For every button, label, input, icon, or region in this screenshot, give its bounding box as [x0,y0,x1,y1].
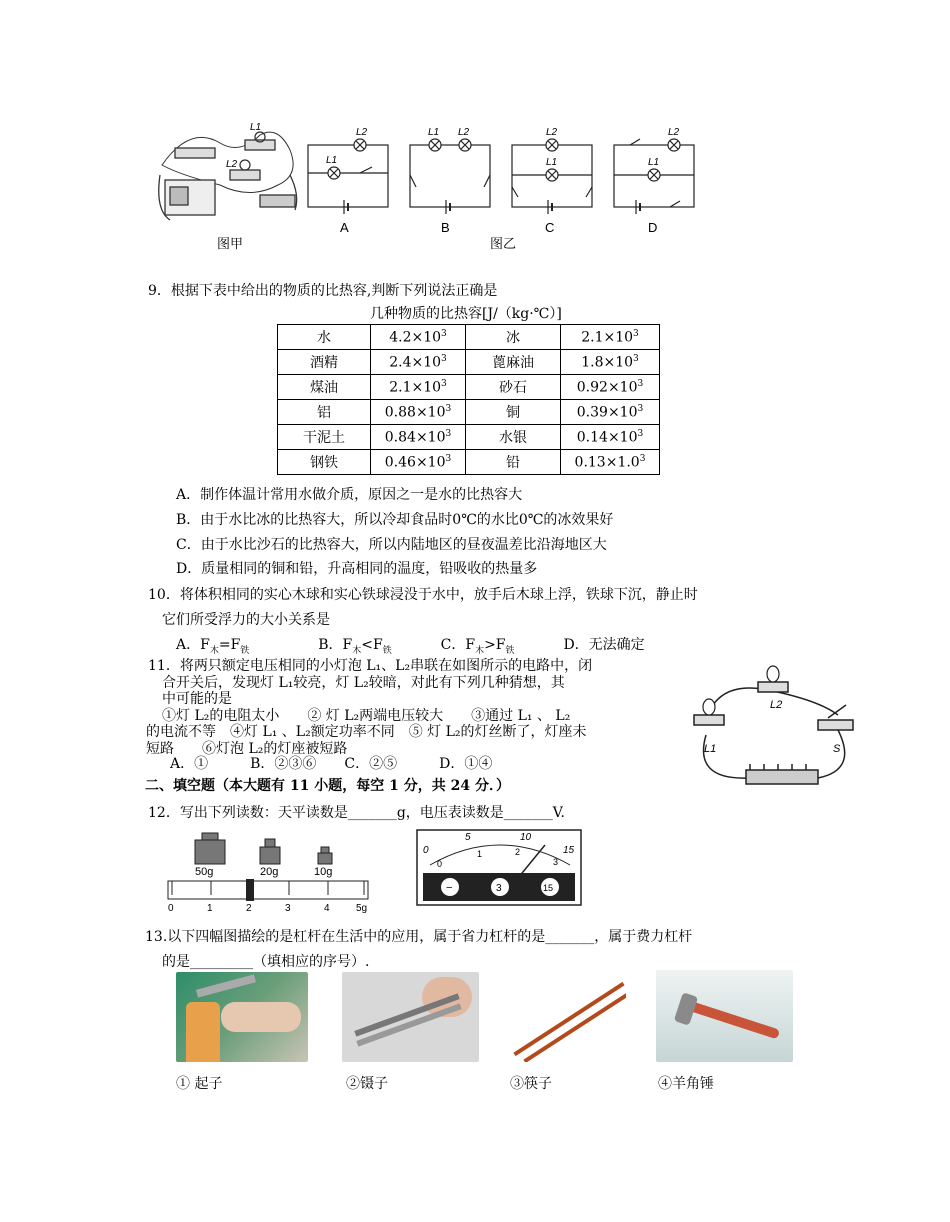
table-row: 钢铁 $0.46\times 10^3$ 铅 $0.13\times 1.0^3$ [278,450,660,475]
voltmeter-figure [415,825,585,915]
table-row: 铝 $0.88\times 10^3$ 铜 $0.39\times 10^3$ [278,400,660,425]
q10-options: A．$F_木=F_铁$ B．$F_木<F_铁$ C．$F_木>F_铁$ D．无法确定 [176,637,645,656]
claw-hammer-photo [656,970,793,1062]
circuit-a-l1-label: L1 [326,155,338,166]
terminal-neg: − [446,882,453,894]
caption-claw-hammer: ④羊角锤 [658,1076,714,1092]
terminal-3: 3 [496,883,502,894]
apparatus-sketch [159,132,297,220]
q11-line1: 11．将两只额定电压相同的小灯泡 L₁、L₂串联在如图所示的电路中，闭 [148,658,593,674]
circuit-a [308,139,388,214]
caption-chopsticks: ③筷子 [510,1076,552,1092]
q11-options: A．① B．②③⑥ C．②⑤ D．①④ [170,756,493,772]
circuit-c [512,139,592,214]
q11-line2: 合开关后，发现灯 L₁较亮，灯 L₂较暗，对此有下列几种猜想，其 [162,675,565,691]
table-row: 煤油 $2.1\times 10^3$ 砂石 $0.92\times 10^3$ [278,375,660,400]
option-b-label: B [441,220,450,235]
tweezers-photo [342,972,479,1062]
q9-option-a: A．制作体温计常用水做介质，原因之一是水的比热容大 [176,487,523,503]
option-c-label: C [545,220,555,235]
table-row: 干泥土 $0.84\times 10^3$ 水银 $0.14\times 10^3$ [278,425,660,450]
terminal-15: 15 [543,883,554,893]
circuit-b [410,139,490,214]
fig11-s-label: S [833,743,841,755]
option-a-label: A [340,220,349,235]
apparatus-label-l1: L1 [250,122,262,133]
q11-line4: ①灯 L₂的电阻太小 ② 灯 L₂两端电压较大 ③通过 L₁ 、 L₂ [162,708,571,724]
volt-bottom-2: 2 [515,847,521,857]
q9-stem: 9．根据下表中给出的物质的比热容,判断下列说法正确是 [148,283,498,299]
section-2-heading: 二、填空题（本大题有 11 小题，每空 1 分，共 24 分．） [145,778,510,794]
specific-heat-table [277,324,660,475]
circuit-a-l2-label: L2 [356,127,368,138]
q10-line1: 10．将体积相同的实心木球和实心铁球浸没于水中，放手后木球上浮，铁球下沉，静止时 [148,587,698,603]
q12-stem: 12．写出下列读数：天平读数是_______g，电压表读数是_______V. [148,805,565,821]
apparatus-label-l2: L2 [226,159,238,170]
figure-jia-label: 图甲 [217,236,244,251]
weight-10g-label: 10g [314,866,333,878]
volt-top-15: 15 [563,845,575,856]
circuit-d-l2-label: L2 [668,127,680,138]
table-row: 水 $4.2\times 10^3$ 冰 $2.1\times 10^3$ [278,325,660,350]
volt-top-10: 10 [520,832,532,843]
caption-bottle-opener: ① 起子 [176,1076,223,1092]
scale-tick-2: 2 [246,903,252,914]
q13-line1: 13.以下四幅图描绘的是杠杆在生活中的应用，属于省力杠杆的是_______，属于费力杠杆 [145,929,693,945]
circuit-c-l2-label: L2 [546,127,558,138]
q9-option-c: C．由于水比沙石的比热容大，所以内陆地区的昼夜温差比沿海地区大 [176,537,607,553]
q11-line3: 中可能的是 [162,691,232,707]
volt-top-0: 0 [423,845,429,856]
scale-tick-1: 1 [207,903,213,914]
scale-tick-4: 4 [324,903,330,914]
q13-line2: 的是_________（填相应的序号）. [162,954,370,970]
fig11-l1-label: L1 [704,743,717,755]
table-row: 酒精 $2.4\times 10^3$ 蓖麻油 $1.8\times 10^3$ [278,350,660,375]
figure-yi-label: 图乙 [490,236,517,251]
q9-option-d: D．质量相同的铜和铅，升高相同的温度，铅吸收的热量多 [176,561,538,577]
volt-bottom-3: 3 [553,857,559,867]
volt-bottom-0: 0 [437,859,443,869]
fig11-l2-label: L2 [770,699,783,711]
circuit-d [614,139,694,214]
q9-table-title: 几种物质的比热容[J/（kg·℃）] [370,306,562,322]
circuit-c-l1-label: L1 [546,157,558,168]
circuit-figures [150,115,710,250]
weight-20g-label: 20g [260,866,279,878]
q10-line2: 它们所受浮力的大小关系是 [162,612,330,628]
scale-tick-5: 5g [356,903,368,914]
q11-line5: 的电流不等 ④灯 L₁ 、L₂额定功率不同 ⑤ 灯 L₂的灯丝断了，灯座未 [146,724,587,740]
option-d-label: D [648,220,658,235]
circuit-b-l1-label: L1 [428,127,440,138]
volt-top-5: 5 [465,832,471,843]
circuit-d-l1-label: L1 [648,157,660,168]
volt-bottom-1: 1 [477,849,483,859]
q9-option-b: B．由于水比冰的比热容大，所以冷却食品时0℃的水比0℃的冰效果好 [176,512,614,528]
weight-50g-label: 50g [195,866,214,878]
scale-tick-3: 3 [285,903,291,914]
bottle-opener-photo [176,972,308,1062]
scale-tick-0: 0 [168,903,174,914]
circuit-b-l2-label: L2 [458,127,470,138]
q11-line6: 短路 ⑥灯泡 L₂的灯座被短路 [146,741,348,757]
series-circuit-figure [688,660,868,790]
caption-tweezers: ②镊子 [346,1076,388,1092]
balance-figure [160,825,375,915]
chopsticks-photo [506,972,626,1062]
